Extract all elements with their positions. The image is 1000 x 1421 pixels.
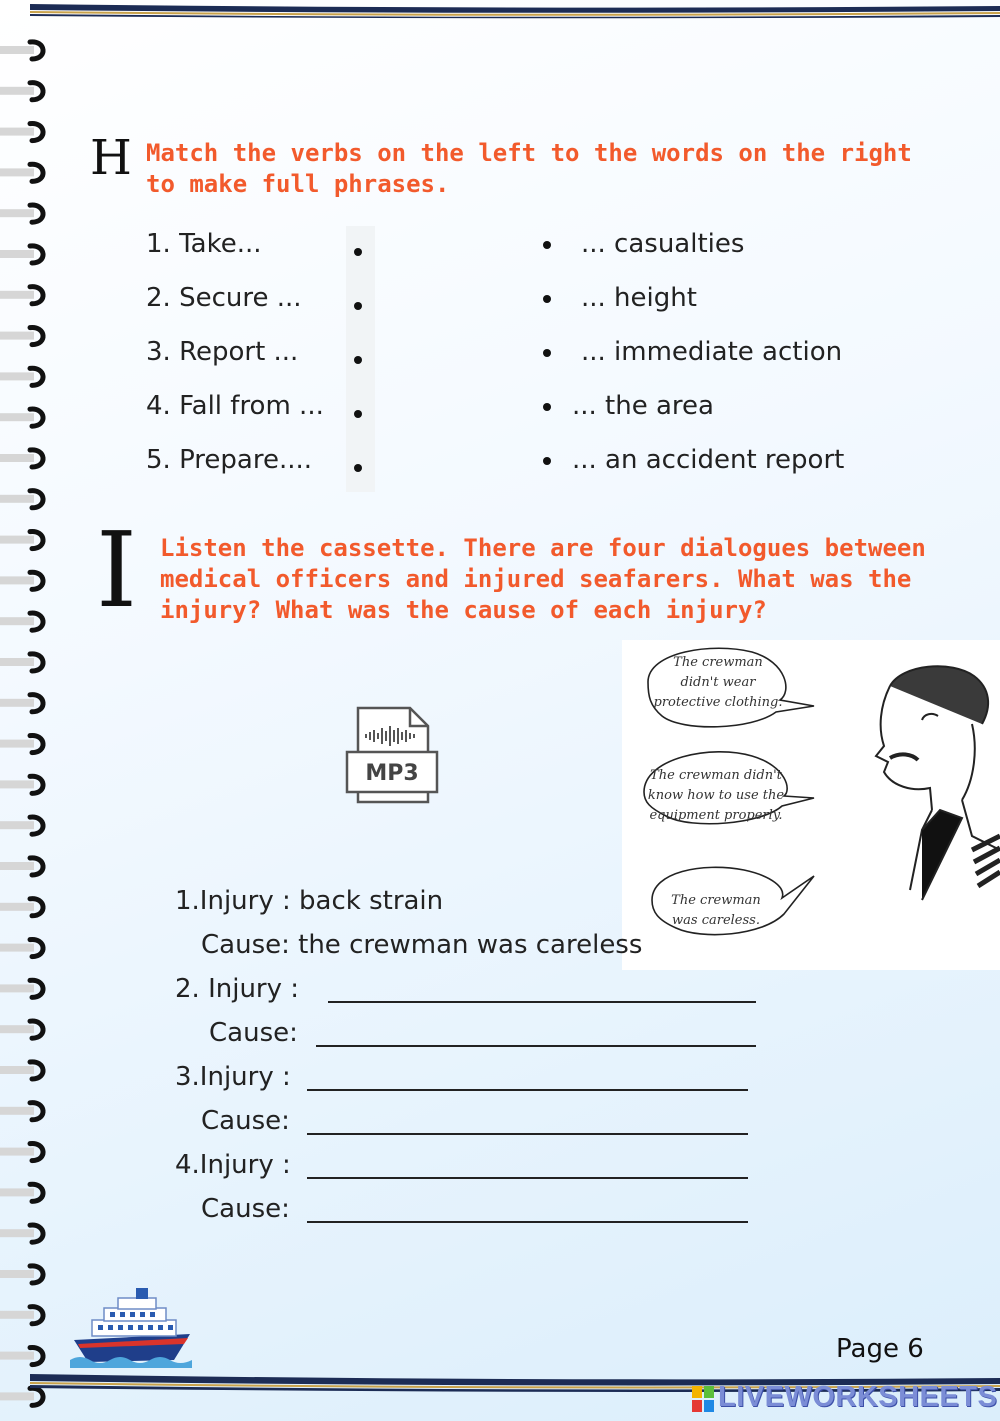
right-item-4: ... the area: [572, 391, 714, 421]
top-border: [30, 0, 1000, 22]
left-match-dot-4[interactable]: [354, 410, 362, 418]
left-item-5: 5. Prepare....: [146, 445, 313, 475]
left-match-dot-1[interactable]: [354, 248, 362, 256]
right-item-5: ... an accident report: [572, 445, 845, 475]
left-item-3: 3. Report ...: [146, 337, 299, 367]
answer-4-cause-field[interactable]: [307, 1221, 748, 1223]
answer-4-injury-label: 4.Injury :: [175, 1150, 291, 1180]
answer-2-injury-field[interactable]: [328, 1001, 756, 1003]
mp3-label: MP3: [365, 761, 419, 786]
section-i-instruction-line2: medical officers and injured seafarers. What was the: [160, 565, 912, 593]
right-match-dot-3[interactable]: [543, 349, 551, 357]
bubble-1-line-1: The crewman: [673, 655, 763, 670]
section-i-letter: I: [96, 509, 138, 631]
answer-4-injury-field[interactable]: [307, 1177, 748, 1179]
officer-icon: [876, 666, 1000, 900]
right-match-dot-4[interactable]: [543, 403, 551, 411]
answer-4-cause-label: Cause:: [201, 1194, 290, 1224]
section-h-instruction-line1: Match the verbs on the left to the words on the right: [146, 139, 912, 167]
spiral-ring-icon: [0, 0, 60, 1421]
answer-1-injury: 1.Injury : back strain: [175, 886, 444, 916]
bubble-1-line-3: protective clothing.: [653, 695, 783, 710]
left-match-dot-3[interactable]: [354, 356, 362, 364]
left-item-2: 2. Secure ...: [146, 283, 302, 313]
section-h-letter: H: [90, 130, 132, 186]
right-match-dot-1[interactable]: [543, 241, 551, 249]
right-match-dot-2[interactable]: [543, 295, 551, 303]
answer-2-cause-field[interactable]: [316, 1045, 756, 1047]
answer-3-injury-label: 3.Injury :: [175, 1062, 291, 1092]
section-i-instruction-line1: Listen the cassette. There are four dialogues between: [160, 534, 926, 562]
bubble-2-line-1: The crewman didn't: [650, 768, 782, 783]
right-item-2: ... height: [581, 283, 697, 313]
answer-3-cause-label: Cause:: [201, 1106, 290, 1136]
ship-icon: [70, 1286, 194, 1368]
section-i-instruction-line3: injury? What was the cause of each injury?: [160, 596, 767, 624]
right-match-dot-5[interactable]: [543, 457, 551, 465]
bubble-2-line-2: know how to use the: [647, 788, 785, 803]
left-item-1: 1. Take...: [146, 229, 262, 259]
bubble-2-line-3: equipment properly.: [649, 808, 783, 823]
officer-illustration: [622, 640, 1000, 970]
left-item-4: 4. Fall from ...: [146, 391, 324, 421]
left-match-dot-5[interactable]: [354, 464, 362, 472]
bubble-3-line-1: The crewman: [671, 893, 761, 908]
bubble-3-line-2: was careless.: [672, 913, 760, 928]
answer-3-injury-field[interactable]: [307, 1089, 748, 1091]
liveworksheets-brand[interactable]: LIVEWORKSHEETS: [718, 1381, 998, 1413]
left-match-dot-2[interactable]: [354, 302, 362, 310]
page-number: Page 6: [836, 1334, 924, 1364]
answer-3-cause-field[interactable]: [307, 1133, 748, 1135]
bubble-1-line-2: didn't wear: [680, 675, 756, 690]
answer-2-injury-label: 2. Injury :: [175, 974, 300, 1004]
answer-2-cause-label: Cause:: [209, 1018, 298, 1048]
right-item-1: ... casualties: [581, 229, 745, 259]
mp3-file-icon[interactable]: [344, 704, 440, 808]
section-h-instruction-line2: to make full phrases.: [146, 170, 450, 198]
right-item-3: ... immediate action: [581, 337, 843, 367]
liveworksheets-logo-icon: [690, 1382, 716, 1416]
answer-1-cause: Cause: the crewman was careless: [201, 930, 643, 960]
